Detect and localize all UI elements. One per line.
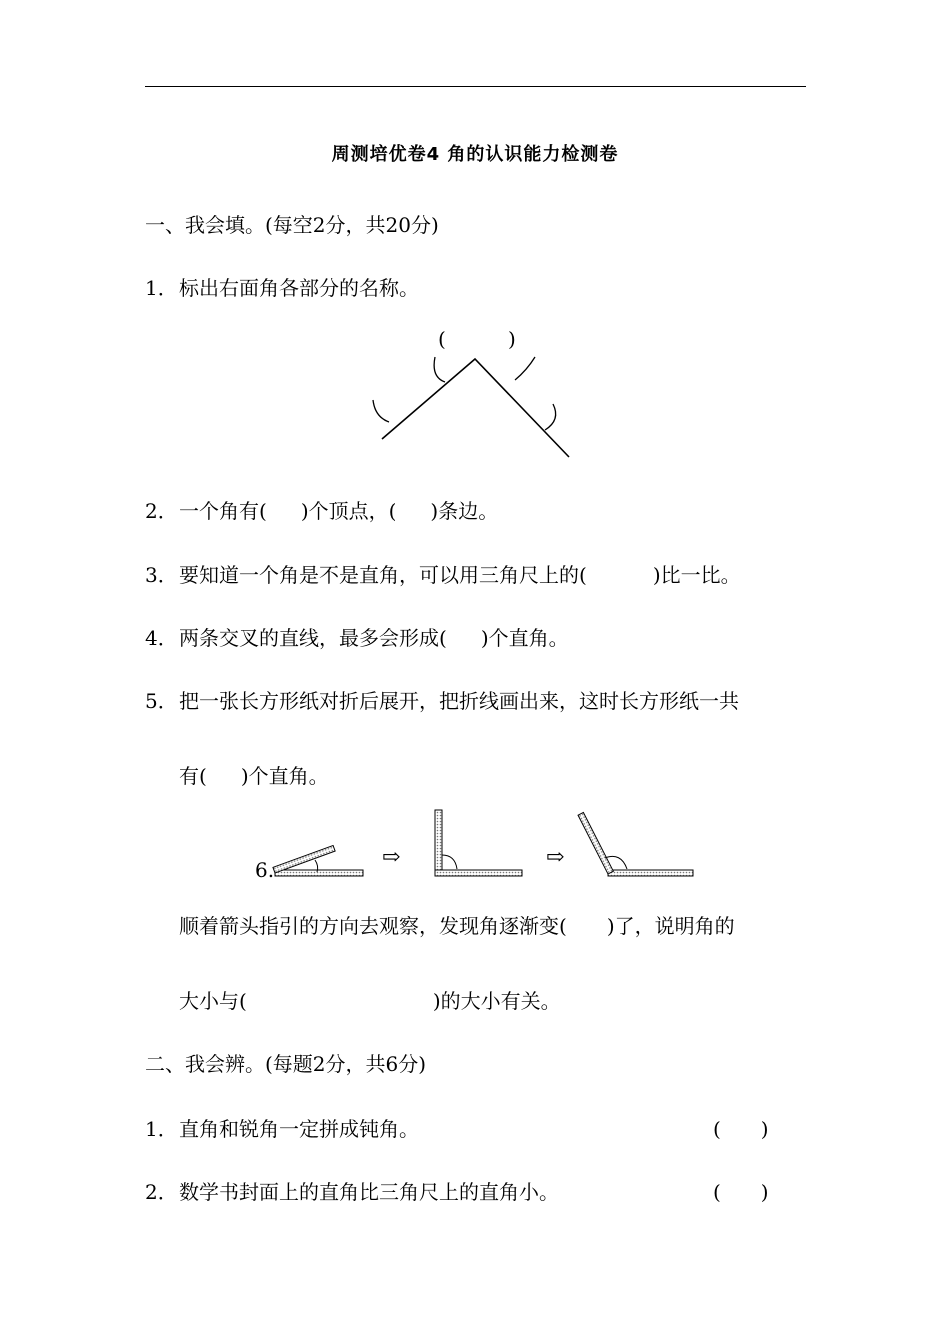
strip-figures — [265, 808, 705, 883]
question-number: 6. — [255, 858, 275, 882]
question-text: )的大小有关。 — [432, 989, 561, 1013]
question-5-line-2 — [179, 763, 329, 789]
question-text: )个直角。 — [480, 626, 569, 650]
section-1-heading: 一、我会填。(每空2分，共20分) — [145, 213, 439, 237]
blank-paren-open: ( — [438, 327, 446, 351]
question-number: 4． — [145, 626, 178, 650]
question-6-line-1 — [179, 913, 735, 939]
question-text: 要知道一个角是不是直角，可以用三角尺上的( — [179, 563, 587, 587]
question-5 — [145, 688, 739, 714]
arrow-right-icon: ⇨ — [382, 845, 401, 870]
question-text: )条边。 — [430, 499, 499, 523]
angle-lines — [365, 322, 585, 462]
blank-paren-close: ) — [508, 327, 516, 351]
question-text: 顺着箭头指引的方向去观察，发现角逐渐变( — [179, 914, 567, 938]
question-text: 把一张长方形纸对折后展开，把折线画出来，这时长方形纸一共 — [179, 689, 739, 713]
question-6-line-2 — [179, 988, 561, 1014]
page-title: 周测培优卷4 角的认识能力检测卷 — [331, 144, 619, 165]
question-3 — [145, 562, 741, 588]
arrow-right-icon: ⇨ — [546, 845, 565, 870]
question-text: 标出右面角各部分的名称。 — [179, 276, 419, 300]
question-text: 一个角有( — [179, 499, 267, 523]
question-text: )个顶点，( — [300, 499, 397, 523]
question-text: 两条交叉的直线，最多会形成( — [179, 626, 447, 650]
section-2-heading: 二、我会辨。(每题2分，共6分) — [145, 1052, 427, 1076]
question-text: )比一比。 — [652, 563, 741, 587]
question-text: )了，说明角的 — [606, 914, 735, 938]
question-2 — [145, 498, 498, 524]
question-text: 直角和锐角一定拼成钝角。 — [179, 1117, 419, 1141]
question-number: 2． — [145, 1180, 178, 1204]
question-text: 数学书封面上的直角比三角尺上的直角小。 — [179, 1180, 559, 1204]
question-text: 有( — [179, 764, 207, 788]
question-text: 大小与( — [179, 989, 247, 1013]
top-rule — [145, 86, 806, 87]
question-number: 2． — [145, 499, 178, 523]
answer-blank: ( ) — [713, 1180, 769, 1204]
judge-item-2 — [145, 1179, 559, 1205]
question-number: 1． — [145, 276, 178, 300]
question-4 — [145, 625, 569, 651]
question-number: 1． — [145, 1117, 178, 1141]
question-number: 5． — [145, 689, 178, 713]
question-number: 3． — [145, 563, 178, 587]
judge-item-1 — [145, 1116, 419, 1142]
question-1 — [145, 275, 419, 301]
answer-blank: ( ) — [713, 1117, 769, 1141]
question-text: )个直角。 — [240, 764, 329, 788]
